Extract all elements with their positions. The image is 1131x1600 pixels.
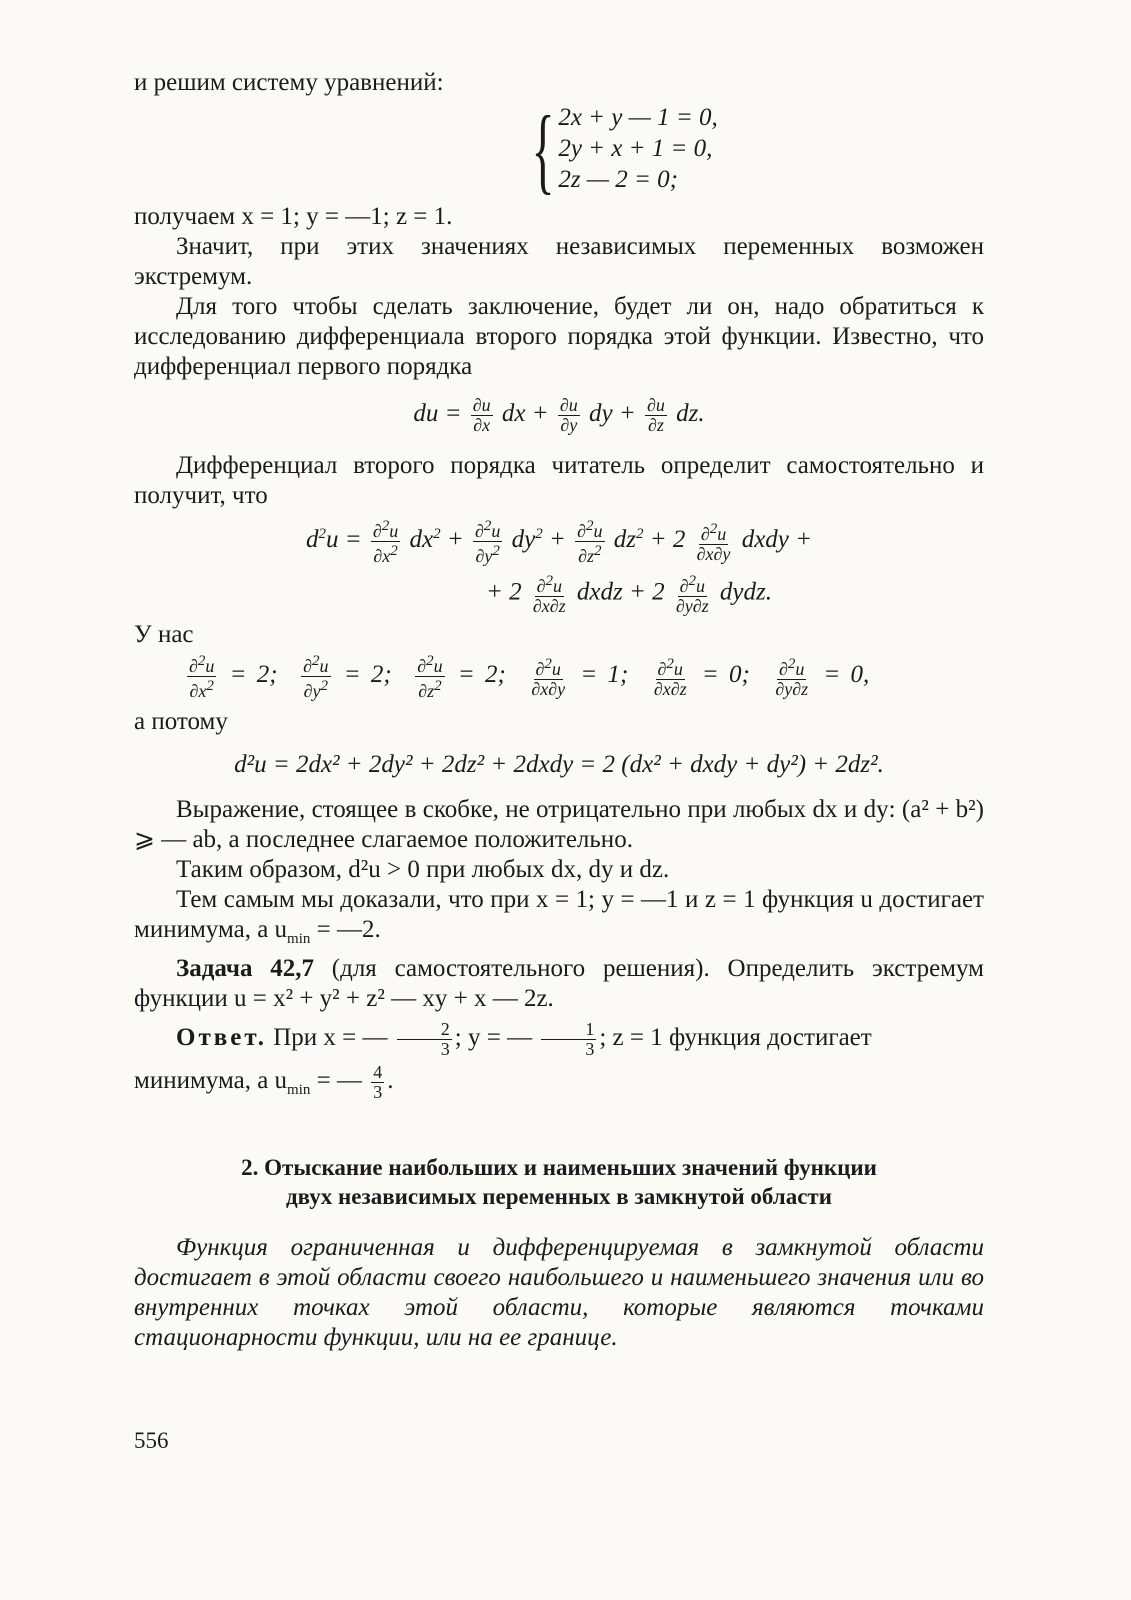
system-line: 2z — 2 = 0; [558,166,678,193]
paragraph: Для того чтобы сделать заключение, будет ли он, надо обратиться к исследованию дифференциала второго порядка этой функции. Известно, что дифференциал первого порядка [134,293,984,380]
task-paragraph: Задача 42,7 (для самостоятельного решения). Определить экстремум функции u = x² + y² + z² — xy + x — 2z. [134,955,984,1012]
paragraph: Дифференциал второго порядка читатель определит самостоятельно и получит, что [134,452,984,509]
intro-text: и решим систему уравнений: [134,69,444,96]
page-number: 556 [134,1428,169,1453]
answer-paragraph: Ответ. При x = — $\frac{2}{3}$ ; y = — $\frac{1}{3}$ ; z = 1 функция достигает [176,1019,872,1059]
equation-system [254,96,984,203]
task-label: Задача 42,7 [176,955,314,982]
paragraph: Значит, при этих значениях независимых переменных возможен экстремум. [134,233,984,290]
page-content [134,68,984,1353]
paragraph: Тем самым мы доказали, что при x = 1; y = —1 и z = 1 функция u достигает минимума, а $u_{min}$ = —2. [134,886,984,947]
paragraph: Таким образом, d²u > 0 при любых dx, dy и dz. [176,856,670,883]
italic-paragraph: Функция ограниченная и дифференцируемая в замкнутой области достигает в этой области своего наибольшего и наименьшего значения или во внутренних точках этой области, которые являются точками стационарности функции, или на ее границе. [134,1234,984,1352]
second-differential-formula-line1: $d^2u$ = $\frac{\partial^2u}{\partial x^2}$ $dx^2$ + $\frac{\partial^2u}{\partial y^2}$ $dy^2$ + $\frac{\partial^2u}{\partial z^2}$ $dz^2 + 2$ $\frac{\partial^2u}{\partial x\partial y}$ dxdy + [305,518,812,566]
second-differential-formula-line2: + 2 $\frac{\partial^2u}{\partial x\partial z}$ dxdz + 2 $\frac{\partial^2u}{\partial y\partial z}$ dydz. [486,573,772,616]
solution-text: получаем x = 1; y = —1; z = 1. [134,203,453,230]
partial-values-formula: $\frac{\partial^2u}{\partial x^2}$ = 2; $\frac{\partial^2u}{\partial y^2}$ = 2; $\frac{\partial^2u}{\partial z^2}$ = 2; $\frac{\partial^2u}{\partial x\partial y}$ = 1; $\frac{\partial^2u}{\partial x\partial z}$ = 0; $\frac{\partial^2u}{\partial y\partial z}$ = 0, [189,653,870,701]
brace: { [531,96,555,203]
u-nas-text: У нас [134,621,194,648]
a-potomu-text: а потому [134,708,228,735]
final-differential-formula: d²u = 2dx² + 2dy² + 2dz² + 2dxdy = 2 (dx² + dxdy + dy²) + 2dz². [234,751,884,778]
section-heading: 2. Отыскание наибольших и наименьших значений функции двух независимых переменных в замкнутой области [241,1155,877,1210]
first-differential-formula: du = $\frac{\partial u}{\partial x}$ dx + $\frac{\partial u}{\partial y}$ dy + $\frac{\partial u}{\partial z}$ dz. [413,395,705,435]
system-line: 2x + y — 1 = 0, [558,104,718,131]
answer-paragraph-cont: минимума, а $u_{min}$ = — $\frac{4}{3}$ . [134,1062,394,1102]
system-line: 2y + x + 1 = 0, [558,135,713,162]
paragraph: Выражение, стоящее в скобке, не отрицательно при любых dx и dy: (a² + b²) ⩾ — ab, а последнее слагаемое положительно. [134,796,984,853]
answer-label: Ответ. [176,1024,267,1052]
